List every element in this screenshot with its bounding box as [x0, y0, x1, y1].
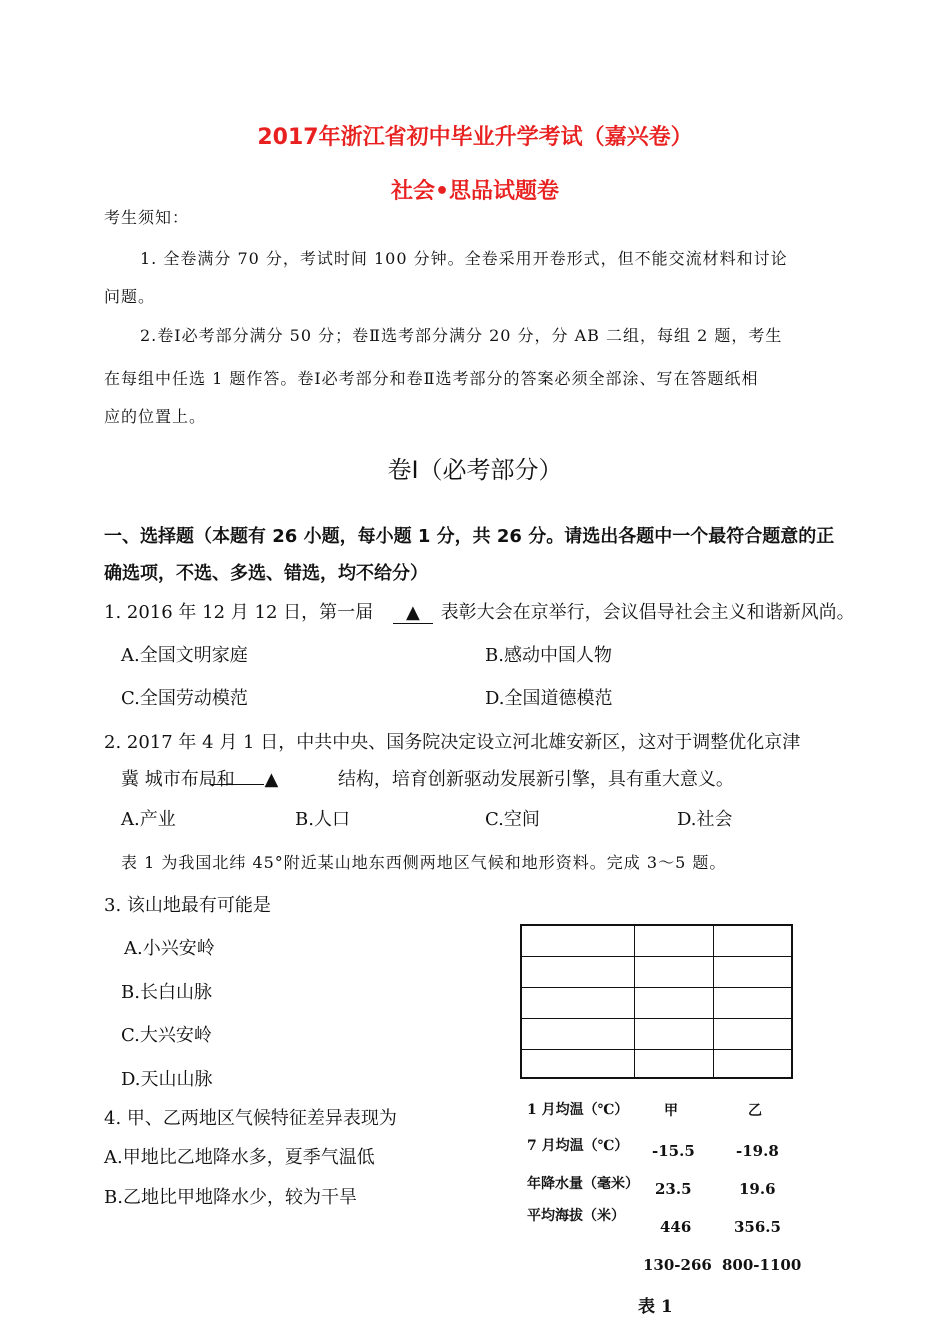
question-3-option-d: D.天山山脉 [121, 1069, 213, 1090]
notice-item1-line2: 问题。 [104, 287, 156, 306]
question-1-blank: ▲ [393, 602, 433, 624]
table-col-jia: 甲 [664, 1103, 678, 1119]
table-yi-value-1: -19.8 [736, 1142, 779, 1160]
question-2-option-a: A.产业 [121, 809, 176, 830]
question-1-option-c: C.全国劳动模范 [121, 688, 248, 709]
notice-heading: 考生须知： [104, 208, 190, 227]
question-2-line2-before: 冀 城市布局和 [121, 769, 235, 790]
table-intro: 表 1 为我国北纬 45°附近某山地东西侧两地区气候和地形资料。完成 3～5 题。 [121, 853, 727, 872]
question-2-blank-mark: ▲ [264, 769, 279, 790]
table-caption: 表 1 [638, 1297, 673, 1317]
table-jia-value-1: -15.5 [652, 1142, 695, 1160]
exam-title: 2017年浙江省初中毕业升学考试（嘉兴卷） [257, 125, 693, 150]
question-2-option-d: D.社会 [677, 809, 733, 830]
question-1-stem-after: 表彰大会在京举行，会议倡导社会主义和谐新风尚。 [440, 602, 855, 623]
notice-item2-line1: 2.卷Ⅰ必考部分满分 50 分；卷Ⅱ选考部分满分 20 分，分 AB 二组，每组 2 题，考生 [140, 326, 783, 345]
table-jia-value-2: 23.5 [655, 1180, 692, 1198]
table-row-label-2: 7 月均温（℃） [527, 1138, 629, 1154]
question-2-blank [210, 769, 279, 790]
question-4-option-a: A.甲地比乙地降水多，夏季气温低 [104, 1147, 375, 1168]
table-row-label-3: 年降水量（毫米） [527, 1176, 639, 1192]
table-jia-value-4: 130-266 [643, 1256, 712, 1274]
table-col-yi: 乙 [748, 1103, 762, 1119]
question-1-option-b: B.感动中国人物 [485, 645, 612, 666]
question-4-option-b: B.乙地比甲地降水少，较为干旱 [104, 1187, 357, 1208]
question-3-option-b: B.长白山脉 [121, 982, 212, 1003]
table-yi-value-3: 356.5 [734, 1218, 781, 1236]
notice-item2-line2: 在每组中任选 1 题作答。卷Ⅰ必考部分和卷Ⅱ选考部分的答案必须全部涂、写在答题纸相 [104, 369, 759, 388]
table-1-grid [520, 924, 793, 1079]
exam-subtitle: 社会•思品试题卷 [390, 179, 560, 204]
table-row-label-4: 平均海拔（米） [527, 1208, 625, 1224]
question-1-stem [104, 598, 855, 624]
notice-item2-line3: 应的位置上。 [104, 407, 207, 426]
question-2-line2-after: 结构，培育创新驱动发展新引擎，具有重大意义。 [337, 769, 734, 790]
question-1-stem-before: 1. 2016 年 12 月 12 日，第一届 [104, 602, 374, 623]
question-1-option-a: A.全国文明家庭 [121, 645, 248, 666]
question-2-line1: 2. 2017 年 4 月 1 日，中共中央、国务院决定设立河北雄安新区，这对于调整优化京津 [104, 732, 801, 753]
notice-item1-line1: 1. 全卷满分 70 分，考试时间 100 分钟。全卷采用开卷形式，但不能交流材料和讨论 [140, 249, 788, 268]
table-yi-value-2: 19.6 [739, 1180, 776, 1198]
table-jia-value-3: 446 [660, 1218, 692, 1236]
question-3-option-a: A.小兴安岭 [124, 938, 215, 959]
question-2-option-c: C.空间 [485, 809, 540, 830]
table-yi-value-4: 800-1100 [722, 1256, 802, 1274]
table-row-label-1: 1 月均温（℃） [527, 1102, 629, 1118]
section-instructions-line1: 一、选择题（本题有 26 小题，每小题 1 分，共 26 分。请选出各题中一个最符合题意的正 [104, 526, 835, 547]
question-3-option-c: C.大兴安岭 [121, 1025, 212, 1046]
question-2-line2 [121, 765, 734, 791]
question-4-stem: 4. 甲、乙两地区气候特征差异表现为 [104, 1108, 397, 1129]
question-2-option-b: B.人口 [295, 809, 350, 830]
paper-heading: 卷Ⅰ（必考部分） [387, 456, 563, 484]
question-3-stem: 3. 该山地最有可能是 [104, 895, 271, 916]
section-instructions-line2: 确选项，不选、多选、错选，均不给分） [104, 563, 428, 584]
question-1-option-d: D.全国道德模范 [485, 688, 613, 709]
